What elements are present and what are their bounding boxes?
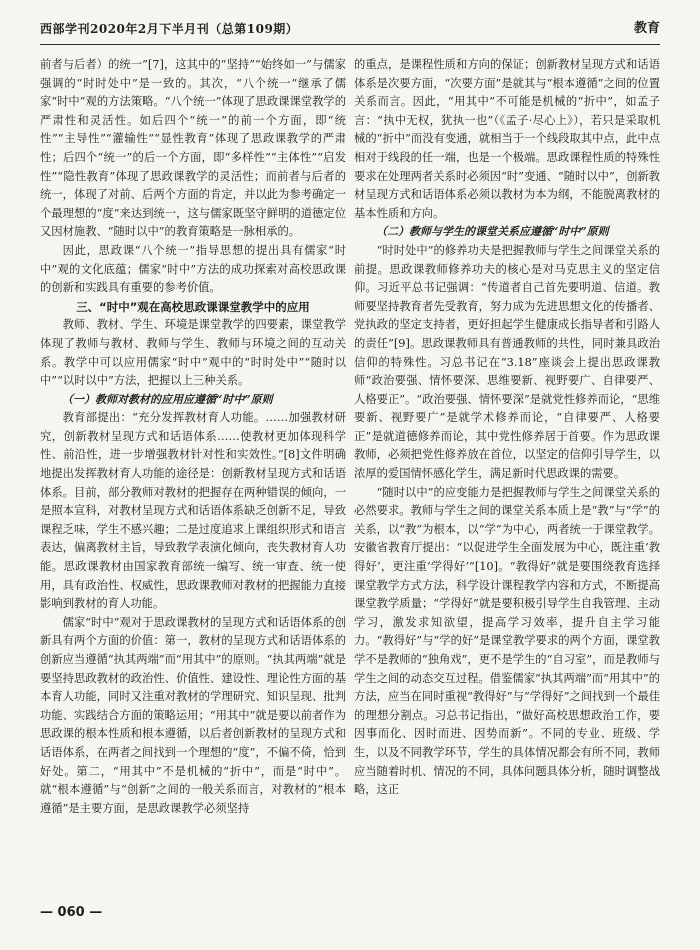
paragraph: 教育部提出：“充分发挥教材育人功能。……加强教材研究，创新教材呈现方式和话语体系……使教材更加体现科学性、前沿性，进一步增强教材针对性和实效性。”[8]文件明确地提出发挥教材育人功能的途径是：创新教材呈现方式和话语体系。目前，部分教师对教材的把握存在两种错误的倾向，一是照本宣科，对教材呈现方式和话语体系缺乏创新不足，导致课程乏味，学生不感兴趣；二是过度追求上课组织形式和语言表达，偏离教材主旨，导致教学表演化倾向，丧失教材育人功能。思政课教材由国家教育部统一编写、统一审查、统一使用，具有政治性、权威性，思政课教师对教材的把握能力直接影响到教材的育人功能。	[40, 411, 346, 611]
paragraph: 前者与后者）的统一”[7]，这其中的“坚持”“始终如一”与儒家强调的“时时处中”是一致的。其次，“八个统一”继承了儒家“时中”观的方法策略。“八个统一”体现了思政课课堂教学的严肃性和灵活性。如后四个“统一”的前一个方面，即“统性”“主导性”“灌输性”“显性教育”体现了思政课教学的严肃性；后四个“统一”的后一个方面，即“多样性”“主体性”“启发性”“隐性教育”体现了思政课教学的灵活性；而前者与后者的统一，体现了对前、后两个方面的肯定，并以此为参考确定一个最理想的“度”来达到统一，这与儒家既坚守鲜明的道德定位又因材施教、“随时以中”的教育策略是一脉相承的。	[40, 58, 346, 239]
paragraph: 因此，思政课“八个统一”指导思想的提出具有儒家“时中”观的文化底蕴；儒家“时中”方法的成功探索对高校思政课的创新和实践具有重要的参考价值。	[40, 243, 346, 295]
paragraph: “随时以中”的应变能力是把握教师与学生之间课堂关系的必然要求。教师与学生之间的课堂关系本质上是“教”与“学”的关系，以“教”为根本，以“学”为中心，两者统一于课堂教学。安徽省教育厅提出：“以促进学生全面发展为中心，既注重‘教得好’，更注重‘学得好’”[10]。“教得好”就是要围绕教育选择课堂教学方式方法，科学设计课程教学内容和方式，不断提高课堂教学质量；“学得好”就是要积极引导学生自我管理、主动学习，激发求知欲望，提高学习效率，提升自主学习能力。“教得好”与“学的好”是课堂教学要求的两个方面，课堂教学不是教师的“独角戏”，更不是学生的“自习室”，而是教师与学生之间的动态交互过程。借鉴儒家“执其两端”而“用其中”的方法，应当在同时重视“教得好”与“学得好”之间找到一个最佳的理想分割点。习总书记指出，“做好高校思想政治工作，要因事而化、因时而进、因势而新”。不同的专业、班级、学生，以及不同教学环节，学生的具体情况都会有所不同，教师应当随着时机、情况的不同，具体问题具体分析，随时调整战略，这正	[354, 485, 660, 797]
paragraph: 教师、教材、学生、环境是课堂教学的四要素，课堂教学体现了教师与教材、教师与学生、教师与环境之间的互动关系。教学中可以应用儒家“时中”观中的“时时处中”“随时以中”“以时以中”方法，把握以上三种关系。	[40, 318, 346, 388]
paragraph: “时时处中”的修养功夫是把握教师与学生之间课堂关系的前提。思政课教师修养功夫的核心是对马克思主义的坚定信仰。习近平总书记强调：“传道者自己首先要明道、信道。教师要坚持教育者先受教育，努力成为先进思想文化的传播者、党执政的坚定支持者，更好担起学生健康成长指导者和引路人的责任”[9]。思政课教师具有普通教师的共性，同时兼具政治信仰的特殊性。习总书记在“3.18”座谈会上提出思政课教师“政治要强、情怀要深、思维要新、视野要广、自律要严、人格要正”。“政治要强、情怀要深”是就党性修养而论，“思维要新、视野要广”是就学术修养而论，“自律要严、人格要正”是就道德修养而论，其中党性修养居于首要。作为思政课教师，必须把党性修养放在首位，以坚定的信仰引导学生，以浓厚的爱国情怀感化学生，满足新时代思政课的需要。	[354, 243, 660, 481]
subsection-heading: （一）教师对教材的应用应遵循“时中”原则	[62, 392, 273, 406]
subsection-heading: （二）教师与学生的课堂关系应遵循“时中”原则	[376, 225, 609, 239]
section-label: 教育	[633, 21, 660, 36]
page-number: — 060 —	[40, 905, 103, 920]
paragraph: 的重点，是课程性质和方向的保证；创新教材呈现方式和话语体系是次要方面，“次要方面”是就其与“根本遵循”之间的位置关系而言。因此，“用其中”不可能是机械的“折中”，如孟子言：“执中无权，犹执一也”（《孟子·尽心上》），若只是采取机械的“折中”而没有变通，就相当于一个线段取其中点，此中点相对于线段的任一端，也是一个极端。思政课程性质的特殊性要求在处理两者关系时必须因“时”变通、“随时以中”，创新教材呈现方式和话语体系必须以教材为本为纲，不能脱离教材的基本性质和方向。	[354, 58, 660, 220]
journal-title: 西部学刊2020年2月下半月刊（总第109期）	[40, 22, 299, 36]
section-heading: 三、“时中”观在高校思政课课堂教学中的应用	[76, 299, 310, 314]
page-header	[40, 14, 660, 45]
watermark-logo: ◎	[207, 479, 263, 538]
right-column	[354, 56, 660, 800]
left-column	[40, 56, 346, 818]
paragraph: 儒家“时中”观对于思政课教材的呈现方式和话语体系的创新具有两个方面的价值：第一，教材的呈现方式和话语体系的创新应当遵循“执其两端”而“用其中”的原则。“执其两端”就是要坚持思政教材的政治性、价值性、建设性、理论性方面的基本育人功能，同时又注重对教材的学理研究、知识呈现、批判功能、实践结合方面的策略运用；“用其中”就是要以前者作为思政课的根本性质和根本遵循，以后者创新教材的呈现方式和话语体系，在两者之间找到一个理想的“度”，不偏不倚，恰到好处。第二，“用其中”不是机械的“折中”，而是“时中”。就“根本遵循”与“创新”之间的一般关系而言，对教材的“根本遵循”是主要方面，是思政课教学必须坚持	[40, 615, 346, 815]
